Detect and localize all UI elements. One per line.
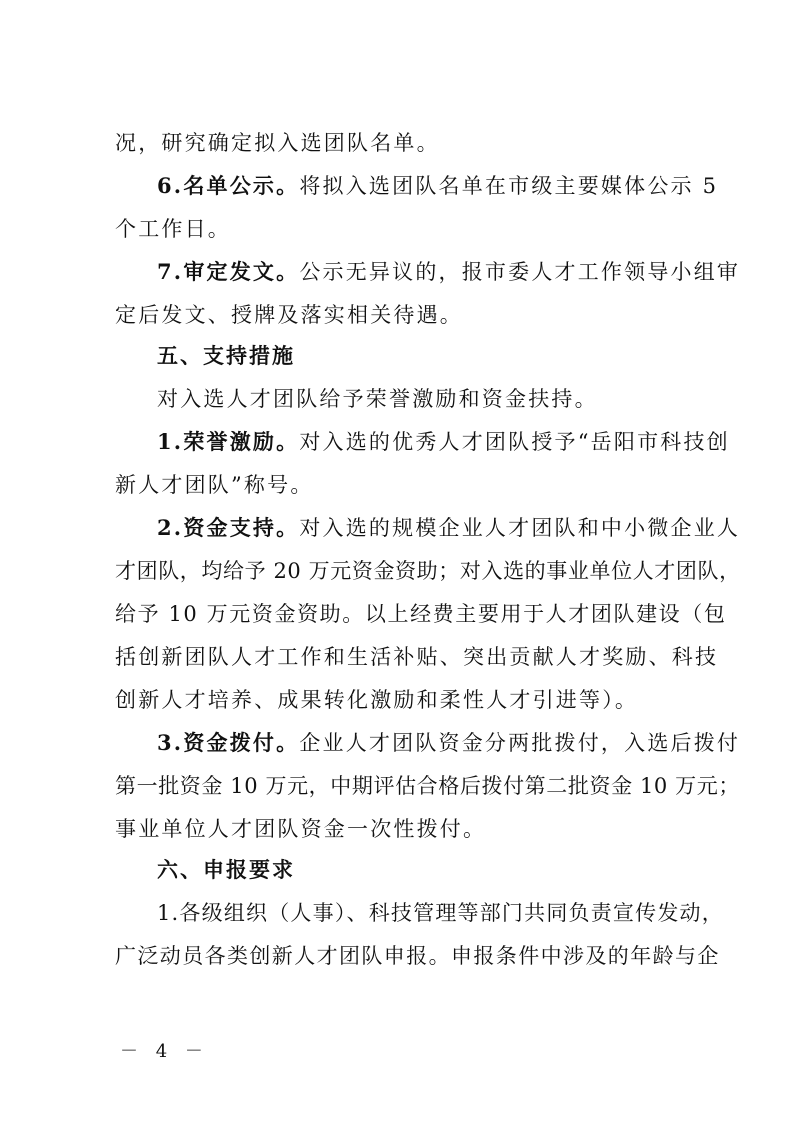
line-text: 定后发文、授牌及落实相关待遇。 (115, 303, 463, 327)
line-text: 给予 10 万元资金资助。以上经费主要用于人才团队建设（包 (115, 602, 727, 626)
paragraph-line (115, 814, 685, 844)
paragraph-line (115, 941, 720, 971)
item-lead: 2.资金支持。 (157, 515, 300, 540)
paragraph-line (157, 513, 741, 543)
line-text: 将拟入选团队名单在市级主要媒体公示 5 (299, 174, 719, 198)
paragraph-line (115, 470, 685, 500)
line-text: 对入选的规模企业人才团队和中小微企业人 (299, 516, 741, 540)
paragraph-line (115, 599, 727, 629)
section-heading (157, 341, 685, 371)
paragraph-line (115, 556, 741, 586)
section-heading (157, 855, 685, 885)
line-text: 对入选的优秀人才团队授予“岳阳市科技创 (299, 430, 730, 454)
line-text: 企业人才团队资金分两批拨付，入选后拨付 (299, 731, 741, 755)
heading-text: 五、支持措施 (157, 344, 295, 368)
line-text: 事业单位人才团队资金一次性拨付。 (115, 817, 487, 841)
item-lead: 6.名单公示。 (157, 173, 300, 198)
line-text: 广泛动员各类创新人才团队申报。申报条件中涉及的年龄与企 (115, 944, 720, 968)
line-text: 1.各级组织（人事）、科技管理等部门共同负责宣传发动， (157, 901, 724, 925)
paragraph-line (115, 300, 685, 330)
line-text: 创新人才培养、成果转化激励和柔性人才引进等）。 (115, 688, 639, 712)
line-text: 新人才团队”称号。 (115, 473, 314, 497)
page-number: － 4 － (120, 1041, 209, 1062)
item-lead: 1.荣誉激励。 (157, 429, 300, 454)
line-text: 括创新团队人才工作和生活补贴、突出贡献人才奖励、科技 (115, 645, 719, 669)
paragraph-line (115, 771, 740, 801)
paragraph-line (157, 384, 685, 414)
paragraph-line (157, 257, 741, 287)
paragraph-line (157, 427, 730, 457)
paragraph-line (115, 685, 685, 715)
line-text: 况，研究确定拟入选团队名单。 (115, 131, 440, 155)
heading-text: 六、申报要求 (157, 858, 295, 882)
paragraph-line (115, 214, 685, 244)
paragraph-line (115, 642, 719, 672)
paragraph-line (157, 898, 724, 928)
item-lead: 7.审定发文。 (157, 259, 300, 284)
paragraph-line (115, 128, 685, 158)
line-text: 对入选人才团队给予荣誉激励和资金扶持。 (157, 387, 598, 411)
line-text: 公示无异议的，报市委人才工作领导小组审 (299, 260, 741, 284)
line-text: 才团队，均给予 20 万元资金资助；对入选的事业单位人才团队， (115, 559, 741, 583)
line-text: 第一批资金 10 万元，中期评估合格后拨付第二批资金 10 万元； (115, 774, 740, 798)
line-text: 个工作日。 (115, 217, 231, 241)
paragraph-line (157, 171, 719, 201)
paragraph-line (157, 728, 741, 758)
item-lead: 3.资金拨付。 (157, 730, 300, 755)
